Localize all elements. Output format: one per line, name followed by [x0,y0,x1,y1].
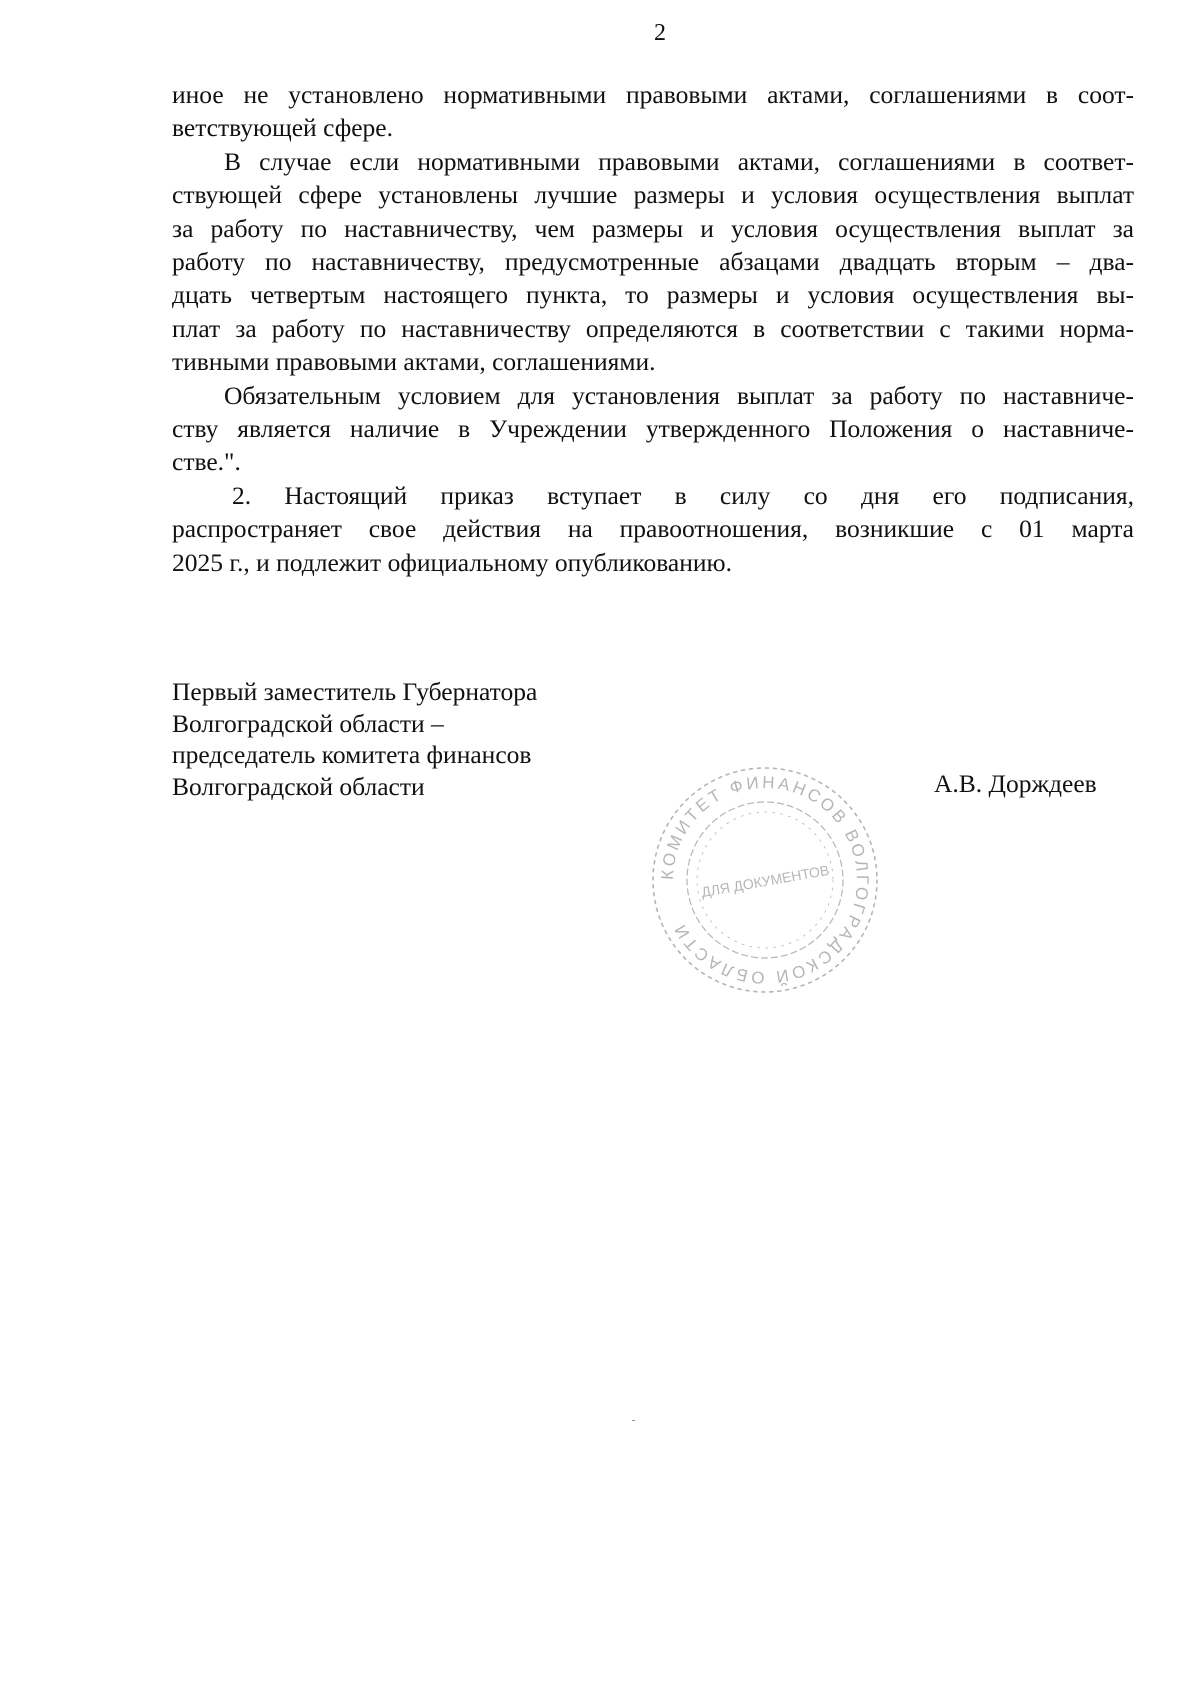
seal-outer-text: КОМИТЕТ ФИНАНСОВ ВОЛГОГРАДСКОЙ ОБЛАСТИ [657,772,873,988]
text-line: тивными правовыми актами, соглашениями. [172,347,656,377]
paragraph-entry-into-force [172,479,1134,579]
signatory-title-line: председатель комитета финансов [172,740,532,769]
paragraph-better-terms [172,145,1134,379]
text-line: ству является наличие в Учреждении утвержденного Положения о наставниче- [172,414,1134,444]
text-line: распространяет свое действия на правоотношения, возникшие с 01 марта [172,514,1134,544]
text-line: Обязательным условием для установления выплат за работу по наставниче- [224,380,1134,410]
text-line: В случае если нормативными правовыми актами, соглашениями в соответ- [224,146,1134,176]
paragraph-continuation [172,78,1134,145]
text-line: иное не установлено нормативными правовыми актами, соглашениями в соот- [172,80,1134,109]
signatory-name: А.В. Дорждеев [934,769,1097,798]
official-seal [640,762,890,998]
text-line: стве.". [172,447,241,477]
text-line: дцать четвертым настоящего пункта, то размеры и условия осуществления вы- [172,280,1134,310]
text-line: за работу по наставничеству, чем размеры и условия осуществления выплат за [172,213,1134,243]
signatory-title-line: Волгоградской области [172,771,425,801]
paragraph-mandatory-condition [172,379,1134,479]
signatory-title-line: Первый заместитель Губернатора [172,677,538,706]
signatory-title [172,676,537,802]
text-line: ветствующей сфере. [172,113,393,143]
text-line: ствующей сфере установлены лучшие размеры и условия осуществления выплат [172,180,1134,210]
text-line: работу по наставничеству, предусмотренные абзацами двадцать вторым – два- [172,247,1134,277]
text-line: 2025 г., и подлежит официальному опубликованию. [172,547,732,577]
scan-speck [632,1420,635,1421]
text-line: 2. Настоящий приказ вступает в силу со дня его подписания, [232,480,1134,510]
text-line: плат за работу по наставничеству определяются в соответствии с такими норма- [172,313,1134,343]
document-body [172,78,1134,579]
page-number: 2 [654,20,666,46]
signatory-title-line: Волгоградской области – [172,708,444,738]
seal-inner-text: ДЛЯ ДОКУМЕНТОВ [700,861,831,901]
